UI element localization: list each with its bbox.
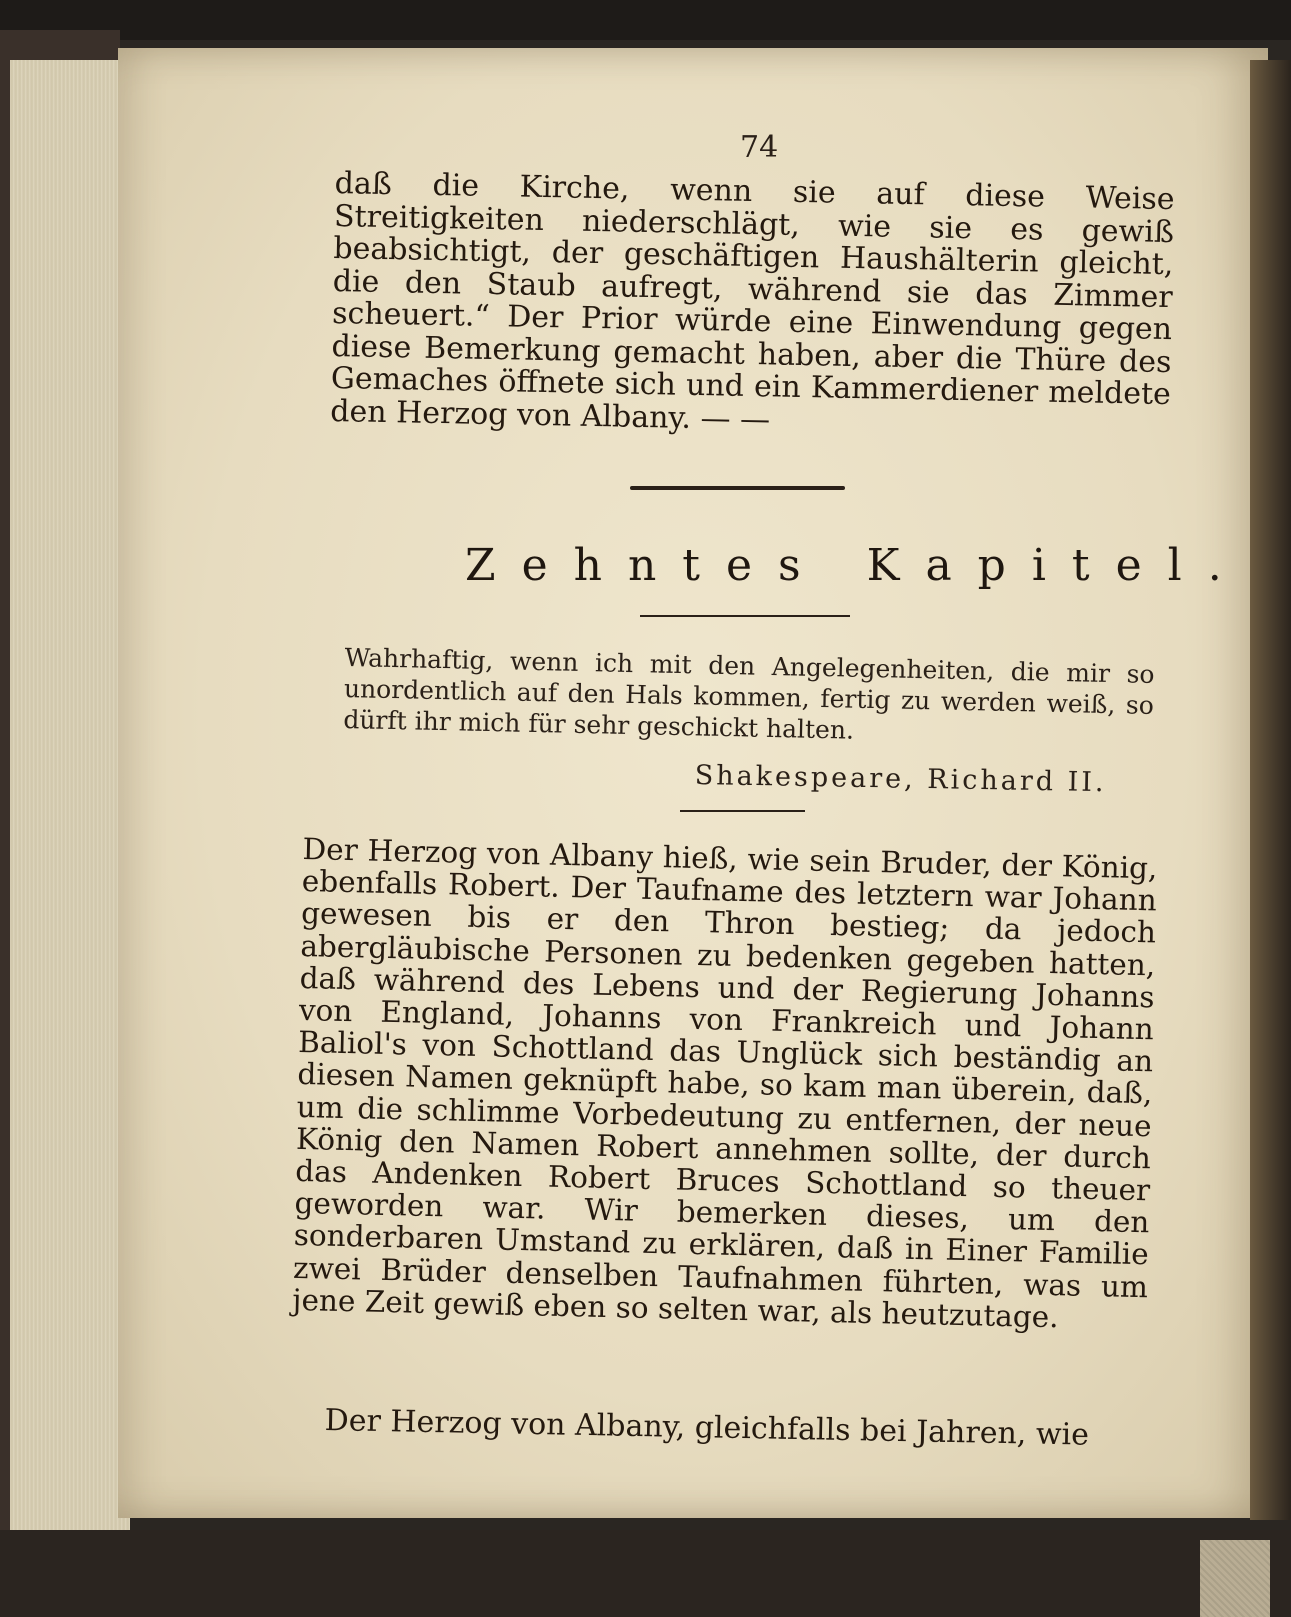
section-divider <box>630 486 845 490</box>
paragraph-1: daß die Kirche, wenn sie auf diese Weise Streitigkeiten niederschlägt, wie sie es gewiß beabsichtigt, der geschäftigen Haushälterin gleicht, die den Staub aufregt, während sie das Zimmer scheuert.“ Der Prior würde eine Einwendung gegen diese Bemerkung gemacht haben, aber die Thüre des Gemaches öffnete sich und ein Kammerdiener meldete den Herzog von Albany. — — <box>329 166 1175 437</box>
epigraph-attribution: Shakespeare, Richard II. <box>694 760 1107 799</box>
title-rule <box>640 615 850 617</box>
page-number: 74 <box>740 130 779 165</box>
backdrop <box>0 0 1291 40</box>
epigraph-rule <box>680 810 805 812</box>
paragraph-3: Der Herzog von Albany, gleichfalls bei Jahren, wie <box>324 1403 1090 1453</box>
page-edges <box>10 60 130 1530</box>
chapter-title: Zehntes Kapitel. <box>465 540 1248 591</box>
bookmark-ribbon <box>1200 1540 1270 1617</box>
book-spine <box>1250 60 1291 1520</box>
bottom-cover <box>0 1530 1291 1617</box>
paragraph-2: Der Herzog von Albany hieß, wie sein Bruder, der König, ebenfalls Robert. Der Taufname des letztern war Johann gewesen bis er den Thron bestieg; da jedoch abergläubische Personen zu bedenken gegeben hatten, daß während des Lebens und der Regierung Johanns von England, Johanns von Frankreich und Johann Baliol's von Schottland das Unglück sich beständig an diesen Namen geknüpft habe, so kam man überein, daß, um die schlimme Vorbedeutung zu entfernen, der neue König den Namen Robert annehmen sollte, der durch das Andenken Robert Bruces Schottland so theuer geworden war. Wir bemerken dieses, um den sonderbaren Umstand zu erklären, daß in Einer Familie zwei Brüder denselben Taufnahmen führten, was um jene Zeit gewiß eben so selten war, als heutzutage. <box>292 832 1158 1335</box>
epigraph: Wahrhaftig, wenn ich mit den Angelegenheiten, die mir so unordentlich auf den Hals kommen, fertig zu werden weiß, so dürft ihr mich für sehr geschickt halten. <box>343 642 1155 745</box>
